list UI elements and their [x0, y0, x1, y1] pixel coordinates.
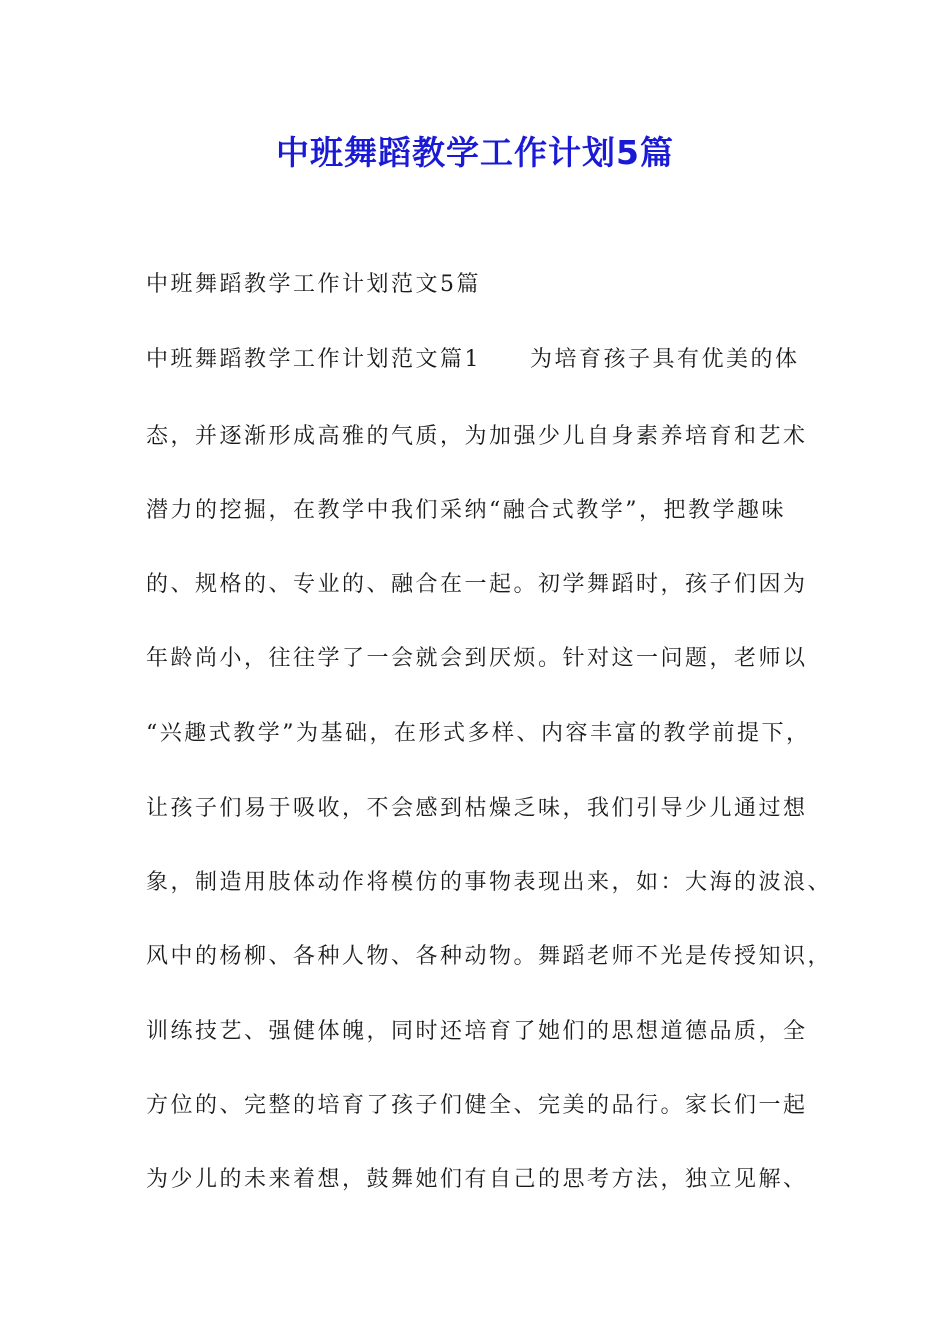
paragraph-line: 风中的杨柳、各种人物、各种动物。舞蹈老师不光是传授知识， [146, 944, 833, 969]
paragraph-line: 年龄尚小，往往学了一会就会到厌烦。针对这一问题，老师以 [146, 646, 808, 671]
paragraph-line: 为少儿的未来着想，鼓舞她们有自己的思考方法，独立见解、 [146, 1167, 808, 1192]
paragraph-line: 的、规格的、专业的、融合在一起。初学舞蹈时，孩子们因为 [146, 572, 808, 597]
paragraph-line: “兴趣式教学”为基础，在形式多样、内容丰富的教学前提下， [146, 721, 811, 746]
paragraph-line: 中班舞蹈教学工作计划范文篇1 为培育孩子具有优美的体 [146, 347, 800, 372]
paragraph-line: 训练技艺、强健体魄，同时还培育了她们的思想道德品质，全 [146, 1019, 808, 1044]
document-title: 中班舞蹈教学工作计划5篇 [276, 133, 674, 172]
paragraph-line: 方位的、完整的培育了孩子们健全、完美的品行。家长们一起 [146, 1093, 808, 1118]
document-subtitle: 中班舞蹈教学工作计划范文5篇 [146, 272, 481, 297]
paragraph-line: 让孩子们易于吸收，不会感到枯燥乏味，我们引导少儿通过想 [146, 796, 808, 821]
paragraph-line: 潜力的挖掘，在教学中我们采纳“融合式教学”，把教学趣味 [146, 498, 786, 523]
paragraph-line: 象，制造用肢体动作将模仿的事物表现出来，如：大海的波浪、 [146, 870, 833, 895]
paragraph-line: 态，并逐渐形成高雅的气质，为加强少儿自身素养培育和艺术 [146, 424, 808, 449]
